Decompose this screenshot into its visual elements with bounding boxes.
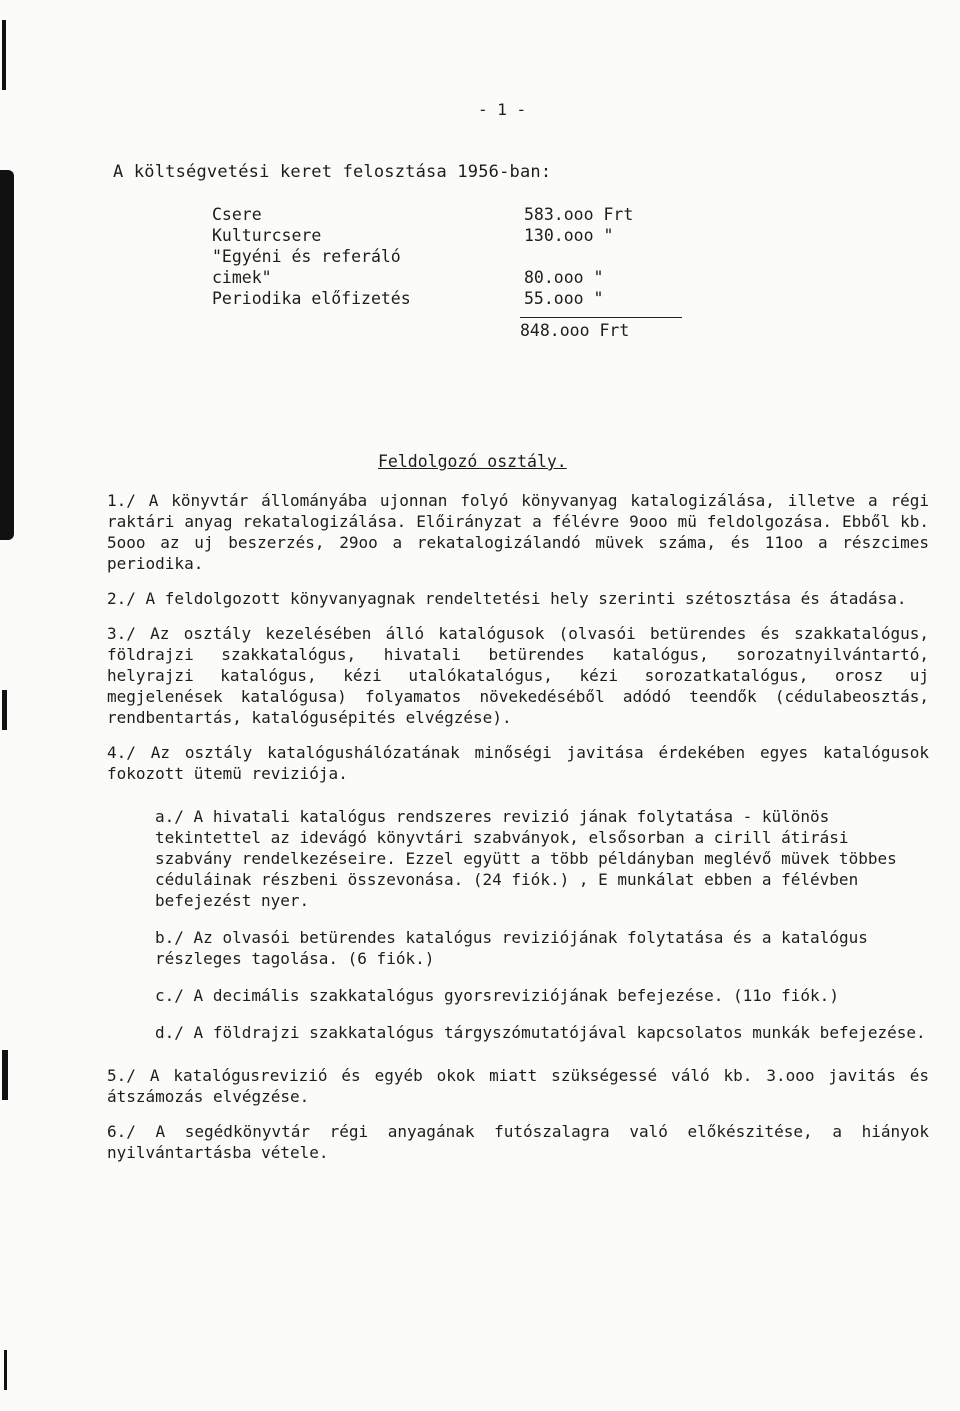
sub-item-marker: c./ bbox=[155, 986, 184, 1005]
sub-list-item bbox=[155, 1022, 929, 1043]
sub-list-item bbox=[155, 806, 929, 911]
scan-edge-mark bbox=[2, 690, 7, 730]
sub-item-marker: b./ bbox=[155, 928, 184, 947]
budget-table bbox=[212, 204, 682, 340]
budget-row-amount: 80.ooo " bbox=[524, 268, 604, 287]
sub-list-item bbox=[155, 985, 929, 1006]
budget-row-label: "Egyéni és referáló bbox=[212, 247, 401, 266]
list-item: 6./ A segédkönyvtár régi anyagának futószalagra való előkészitése, a hiányok nyilvántartásba vétele. bbox=[107, 1122, 929, 1162]
budget-row-label: cimek" bbox=[212, 268, 272, 287]
scan-edge-mark bbox=[0, 170, 14, 540]
budget-title: A költségvetési keret felosztása 1956-ban: bbox=[113, 162, 552, 182]
page-number: - 1 - bbox=[478, 100, 527, 119]
budget-row-amount: 130.ooo " bbox=[524, 226, 614, 245]
section-title: Feldolgozó osztály. bbox=[378, 452, 567, 471]
budget-row-label: Csere bbox=[212, 205, 262, 224]
budget-row bbox=[212, 246, 682, 267]
scan-edge-mark bbox=[4, 1350, 7, 1390]
scan-edge-mark bbox=[2, 20, 6, 90]
list-item: 2./ A feldolgozott könyvanyagnak rendeltetési hely szerinti szétosztása és átadása. bbox=[107, 589, 907, 608]
sub-item-text: A decimális szakkatalógus gyorsreviziójának befejezése. (11o fiók.) bbox=[193, 986, 839, 1005]
sub-item-marker: d./ bbox=[155, 1023, 184, 1042]
scan-edge-mark bbox=[2, 1050, 8, 1100]
list-item: 4./ Az osztály katalógushálózatának minőségi javitása érdekében egyes katalógusok fokozott ütemü reviziója. bbox=[107, 743, 929, 783]
budget-row bbox=[212, 225, 682, 246]
budget-row-amount: 583.ooo Frt bbox=[524, 205, 634, 224]
budget-row bbox=[212, 288, 682, 309]
budget-row-amount: 55.ooo " bbox=[524, 289, 604, 308]
sub-list-item bbox=[155, 927, 929, 969]
budget-total: 848.ooo Frt bbox=[520, 317, 682, 340]
list-item: 1./ A könyvtár állományába ujonnan folyó könyvanyag katalogizálása, illetve a régi raktári anyag rekatalogizálása. Előirányzat a félévre 9ooo mü feldolgozása. Ebből kb. 5ooo az uj beszerzés, 29oo a rekatalogizálandó müvek száma, és 11oo a részcimes periodika. bbox=[107, 491, 929, 573]
budget-row bbox=[212, 204, 682, 225]
budget-row-label: Kulturcsere bbox=[212, 226, 322, 245]
sub-item-text: Az olvasói betürendes katalógus reviziójának folytatása és a katalógus részleges tagolása. (6 fiók.) bbox=[155, 928, 868, 968]
budget-row bbox=[212, 267, 682, 288]
section-body bbox=[107, 490, 929, 1177]
list-item: 5./ A katalógusrevizió és egyéb okok miatt szükségessé váló kb. 3.ooo javitás és átszámozás elvégzése. bbox=[107, 1066, 929, 1106]
sub-item-marker: a./ bbox=[155, 807, 184, 826]
budget-row-label: Periodika előfizetés bbox=[212, 289, 411, 308]
list-item: 3./ Az osztály kezelésében álló katalógusok (olvasói betürendes és szakkatalógus, földrajzi szakkatalógus, hivatali betürendes katalógus, sorozatnyilvántartó, helyrajzi katalógus, kézi utalókatalógus, kézi sorozatkatalógus, orosz uj megjelenések katalógusa) folyamatos növekedéséből adódó teendők (cédulabeosztás, rendbentartás, katalógusépités elvégzése). bbox=[107, 624, 929, 727]
sub-item-text: A hivatali katalógus rendszeres revizió jának folytatása - különös tekintettel az idevágó könyvtári szabványok, elsősorban a cirill átirási szabvány rendelkezéseire. Ezzel együtt a több példányban meglévő müvek többes céduláinak részbeni összevonása. (24 fiók.) , E munkálat ebben a félévben befejezést nyer. bbox=[155, 807, 897, 910]
sub-item-text: A földrajzi szakkatalógus tárgyszómutatójával kapcsolatos munkák befejezése. bbox=[193, 1023, 926, 1042]
